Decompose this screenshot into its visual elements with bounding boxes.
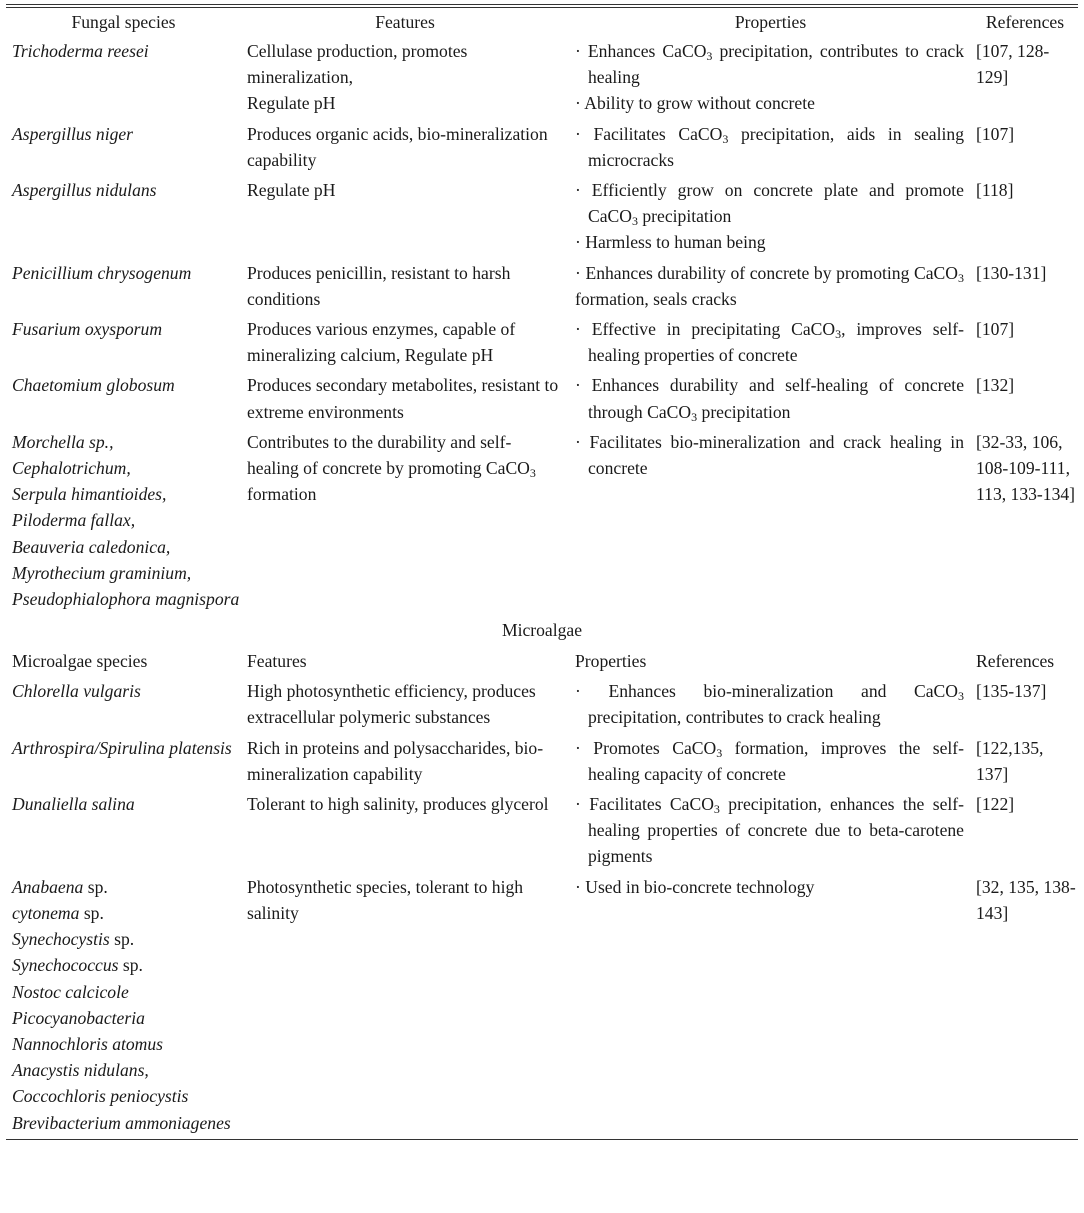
header-features: Features — [375, 12, 435, 32]
species-cell — [6, 37, 241, 120]
species-name: Dunaliella salina — [12, 794, 135, 815]
header-microalgae-species: Microalgae species — [12, 651, 148, 672]
feature-text: Rich in proteins and polysaccharides, bio-mineralization capability — [247, 737, 544, 784]
properties-cell — [569, 259, 972, 315]
microalgae-row — [6, 734, 1078, 790]
species-name: Cephalotrichum, — [12, 458, 131, 479]
feature-text: Photosynthetic species, tolerant to high salinity — [247, 876, 524, 923]
property-bullet: · Facilitates bio-mineralization and crack healing in concrete — [575, 431, 964, 479]
property-bullet: · Promotes CaCO$_3$ formation, improves the self-healing capacity of concrete — [575, 737, 964, 784]
feature-text: Regulate pH — [247, 180, 336, 201]
features-cell — [241, 37, 569, 120]
properties-cell — [569, 315, 972, 371]
properties-cell — [569, 873, 972, 1139]
property-bullet: · Used in bio-concrete technology — [575, 876, 815, 897]
table-body — [6, 8, 1078, 1139]
fungal-row — [6, 176, 1078, 259]
properties-cell — [569, 120, 972, 176]
species-name: Chaetomium globosum — [12, 375, 175, 396]
species-cell — [6, 734, 241, 790]
property-bullet: · Enhances durability and self-healing of concrete through CaCO$_3$ precipitation — [575, 375, 964, 424]
references-cell: [122,135, 137] — [976, 737, 1044, 784]
species-name: Serpula himantioides, — [12, 484, 167, 505]
species-cell — [6, 120, 241, 176]
species-name: Penicillium chrysogenum — [12, 262, 192, 283]
fungal-header-row — [6, 8, 1078, 37]
properties-cell — [569, 176, 972, 259]
species-name: Picocyanobacteria — [12, 1007, 145, 1028]
properties-cell — [569, 371, 972, 427]
fungal-row — [6, 120, 1078, 176]
features-cell — [241, 371, 569, 427]
microalgae-header-row — [6, 646, 1078, 677]
property-bullet: · Enhances durability of concrete by promoting CaCO$_3$ formation, seals cracks — [575, 262, 964, 309]
header-references: References — [976, 651, 1055, 672]
properties-cell — [569, 37, 972, 120]
header-fungal-species: Fungal species — [71, 12, 176, 32]
references-cell: [122] — [976, 794, 1015, 815]
microalgae-section-row — [6, 615, 1078, 646]
feature-text: Contributes to the durability and self-healing of concrete by promoting CaCO$_3$ formation — [247, 431, 536, 505]
species-name: Trichoderma reesei — [12, 41, 149, 61]
properties-cell — [569, 734, 972, 790]
features-cell — [241, 734, 569, 790]
species-name: Arthrospira/Spirulina platensis — [12, 737, 232, 758]
microalgae-row — [6, 677, 1078, 733]
microalgae-row — [6, 873, 1078, 1139]
feature-text: Produces penicillin, resistant to harsh conditions — [247, 262, 511, 309]
species-name: Chlorella vulgaris — [12, 681, 141, 702]
species-name: Synechococcus sp. — [12, 955, 143, 976]
fungal-row — [6, 428, 1078, 615]
species-name: Anabaena sp. — [12, 876, 108, 897]
fungal-row — [6, 315, 1078, 371]
feature-text: Produces organic acids, bio-mineralization capability — [247, 123, 548, 170]
species-name: Nannochloris atomus — [12, 1033, 164, 1054]
header-features: Features — [247, 651, 307, 672]
references-cell: [107, 128-129] — [976, 41, 1050, 88]
species-name: cytonema sp. — [12, 902, 104, 923]
references-cell: [118] — [976, 180, 1014, 201]
species-cell — [6, 176, 241, 259]
microalgae-row — [6, 790, 1078, 873]
section-title: Microalgae — [501, 620, 583, 641]
species-cell — [6, 428, 241, 615]
species-name: Brevibacterium ammoniagenes — [12, 1112, 231, 1133]
feature-text: Produces various enzymes, capable of mineralizing calcium, Regulate pH — [247, 319, 516, 366]
species-name: Aspergillus nidulans — [12, 180, 157, 201]
feature-text: Regulate pH — [247, 93, 336, 114]
fungal-row — [6, 37, 1078, 120]
species-name: Myrothecium graminium, — [12, 562, 192, 583]
property-bullet: · Facilitates CaCO$_3$ precipitation, enhances the self-healing properties of concrete due to beta-carotene pigments — [575, 794, 964, 867]
property-bullet: · Enhances CaCO$_3$ precipitation, contributes to crack healing — [575, 41, 964, 88]
species-cell — [6, 315, 241, 371]
species-name: Nostoc calcicole — [12, 981, 129, 1002]
species-name: Fusarium oxysporum — [12, 319, 163, 340]
species-name: Synechocystis sp. — [12, 929, 135, 950]
species-cell — [6, 873, 241, 1139]
species-cell — [6, 677, 241, 733]
species-name: Anacystis nidulans, — [12, 1060, 149, 1081]
species-name: Aspergillus niger — [12, 123, 134, 144]
references-cell: [107] — [976, 123, 1015, 144]
fungal-row — [6, 371, 1078, 427]
species-table — [6, 8, 1078, 1139]
features-cell — [241, 176, 569, 259]
feature-text: Tolerant to high salinity, produces glycerol — [247, 794, 549, 815]
references-cell: [135-137] — [976, 681, 1047, 702]
species-cell — [6, 371, 241, 427]
species-name: Beauveria caledonica, — [12, 536, 171, 557]
references-cell: [32-33, 106, 108-109-111, 113, 133-134] — [976, 431, 1076, 505]
property-bullet: · Enhances bio-mineralization and CaCO$_3$ precipitation, contributes to crack healing — [575, 681, 964, 728]
properties-cell — [569, 790, 972, 873]
fungal-row — [6, 259, 1078, 315]
properties-cell — [569, 428, 972, 615]
features-cell — [241, 873, 569, 1139]
feature-text: Cellulase production, promotes mineralization, — [247, 41, 468, 88]
species-name: Morchella sp., — [12, 431, 114, 452]
features-cell — [241, 677, 569, 733]
property-bullet: · Harmless to human being — [575, 232, 766, 253]
species-cell — [6, 259, 241, 315]
header-properties: Properties — [734, 12, 807, 32]
feature-text: High photosynthetic efficiency, produces extracellular polymeric substances — [247, 681, 536, 728]
property-bullet: · Ability to grow without concrete — [575, 93, 815, 114]
features-cell — [241, 315, 569, 371]
species-cell — [6, 790, 241, 873]
references-cell: [132] — [976, 375, 1015, 396]
features-cell — [241, 259, 569, 315]
property-bullet: · Facilitates CaCO$_3$ precipitation, aids in sealing microcracks — [575, 123, 964, 170]
features-cell — [241, 120, 569, 176]
features-cell — [241, 428, 569, 615]
references-cell: [107] — [976, 319, 1015, 340]
property-bullet: · Effective in precipitating CaCO$_3$, improves self-healing properties of concrete — [575, 319, 965, 366]
species-name: Piloderma fallax, — [12, 510, 136, 531]
header-references: References — [985, 12, 1065, 32]
bottom-rule — [6, 1139, 1078, 1140]
fungi-microalgae-table-page — [6, 4, 1078, 1140]
species-name: Coccochloris peniocystis — [12, 1086, 189, 1107]
references-cell: [32, 135, 138-143] — [976, 876, 1076, 923]
feature-text: Produces secondary metabolites, resistant to extreme environments — [247, 375, 559, 422]
species-name: Pseudophialophora magnispora — [12, 589, 240, 610]
properties-cell — [569, 677, 972, 733]
property-bullet: · Efficiently grow on concrete plate and promote CaCO$_3$ precipitation — [575, 180, 964, 229]
features-cell — [241, 790, 569, 873]
references-cell: [130-131] — [976, 262, 1047, 283]
header-properties: Properties — [575, 651, 647, 672]
